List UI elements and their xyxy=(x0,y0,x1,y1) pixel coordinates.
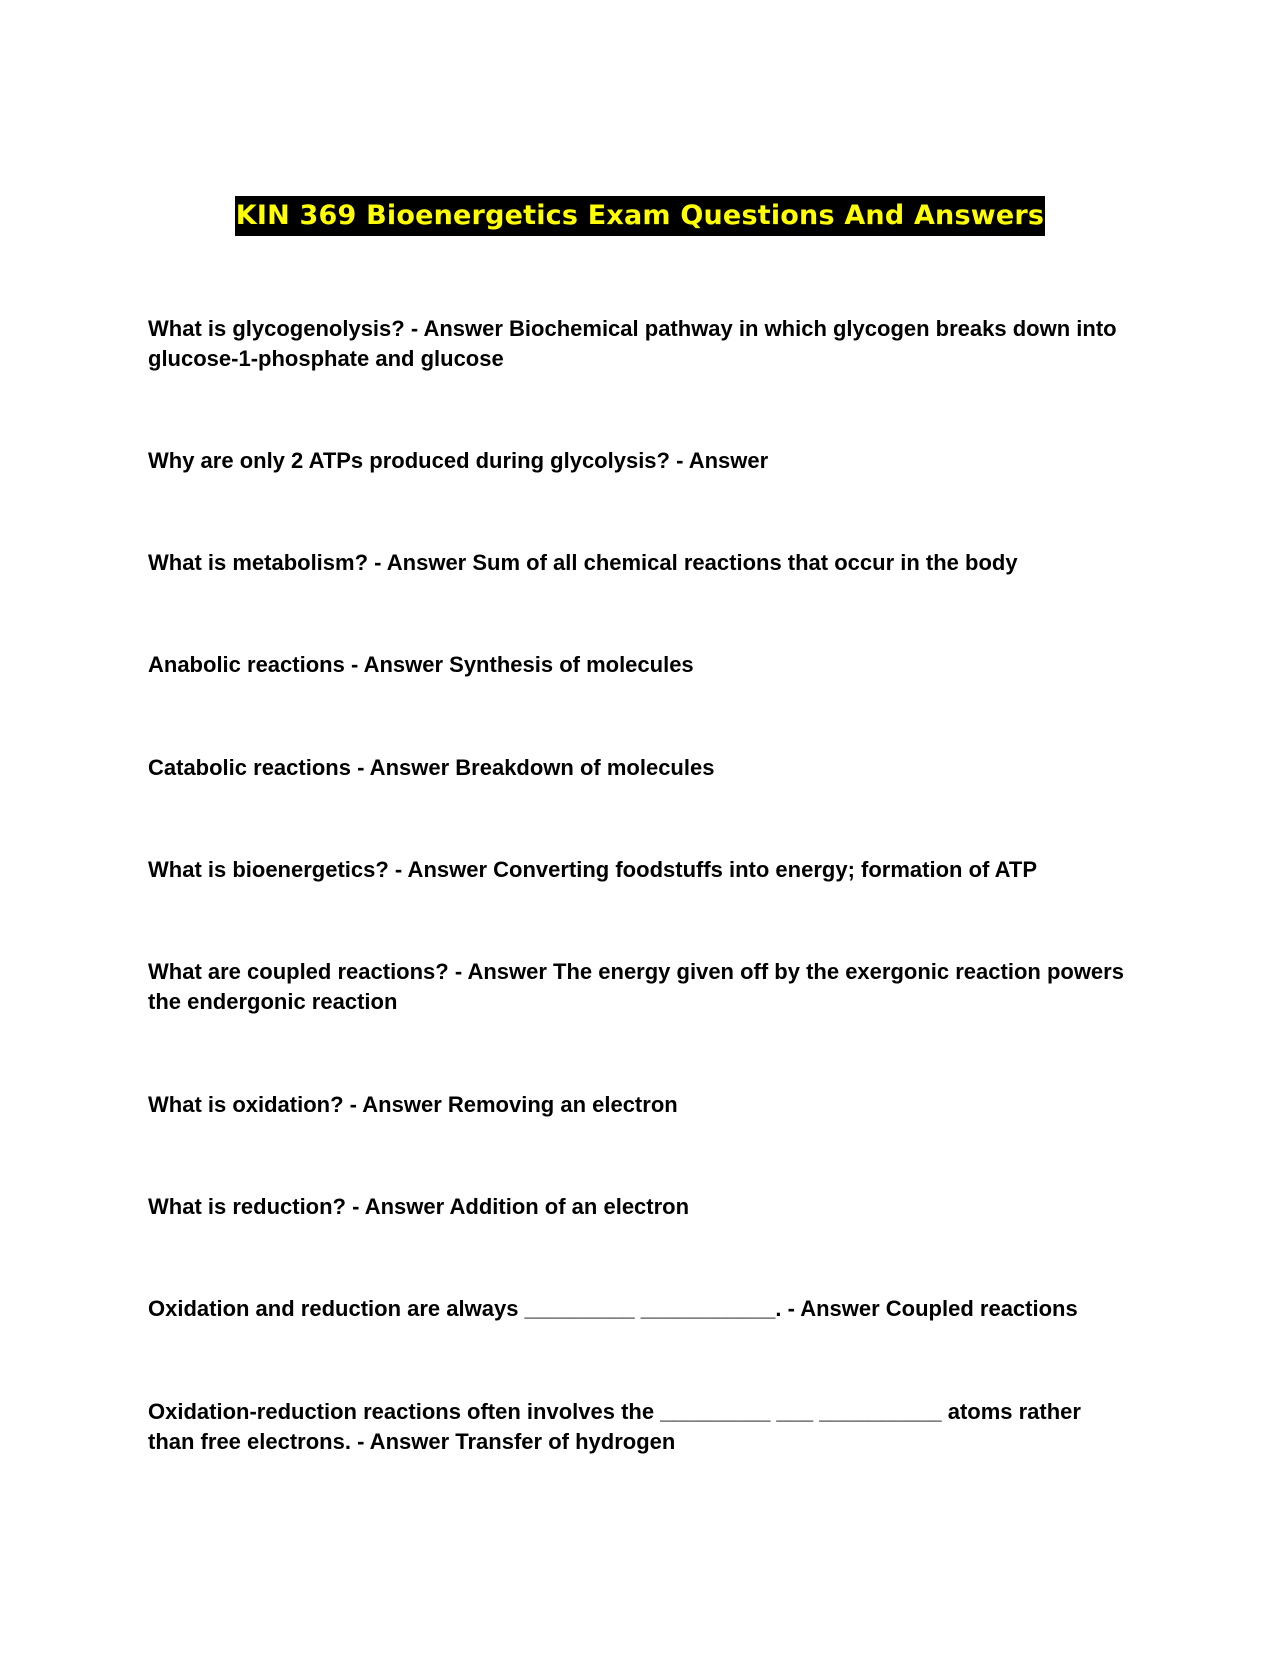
qa-item: Oxidation-reduction reactions often involves the _________ ___ __________ atoms rather than free electrons. - Answer Transfer of hydrogen xyxy=(148,1399,1081,1454)
qa-item: Why are only 2 ATPs produced during glycolysis? - Answer xyxy=(148,448,769,473)
qa-item: What are coupled reactions? - Answer The energy given off by the exergonic reaction powers the endergonic reaction xyxy=(148,959,1124,1014)
document-title: KIN 369 Bioenergetics Exam Questions And Answers xyxy=(235,196,1045,236)
qa-item: Oxidation and reduction are always _________ ___________. - Answer Coupled reactions xyxy=(148,1296,1078,1321)
qa-item: Catabolic reactions - Answer Breakdown of molecules xyxy=(148,755,715,780)
qa-item: What is bioenergetics? - Answer Converting foodstuffs into energy; formation of ATP xyxy=(148,857,1037,882)
qa-item: What is reduction? - Answer Addition of an electron xyxy=(148,1194,690,1219)
qa-item: Anabolic reactions - Answer Synthesis of molecules xyxy=(148,652,694,677)
qa-item: What is glycogenolysis? - Answer Biochemical pathway in which glycogen breaks down into glucose-1-phosphate and glucose xyxy=(148,316,1117,371)
qa-item: What is oxidation? - Answer Removing an electron xyxy=(148,1092,678,1117)
qa-item: What is metabolism? - Answer Sum of all chemical reactions that occur in the body xyxy=(148,550,1018,575)
title-container xyxy=(0,196,1280,236)
